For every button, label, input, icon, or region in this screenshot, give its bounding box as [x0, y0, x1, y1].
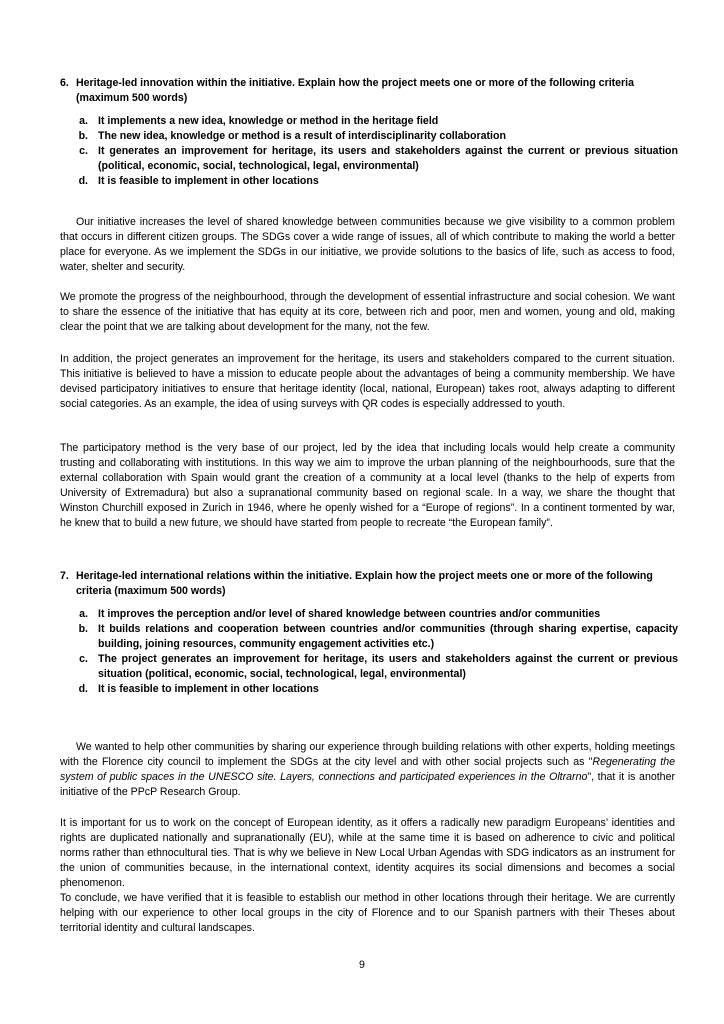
criteria-letter: c. — [79, 653, 88, 665]
section-6-heading-block — [60, 76, 678, 189]
criteria-item — [60, 144, 678, 174]
body-paragraph: To conclude, we have verified that it is feasible to establish our method in other locations through their heritage. We are currently helping with our experience to other local groups in the city of Florence and to our Spanish partners with their Theses about territorial identity and cultural landscapes. — [60, 892, 675, 934]
criteria-item — [60, 622, 678, 652]
body-paragraph: The participatory method is the very base of our project, led by the idea that including locals would help create a community trusting and collaborating with institutions. In this way we aim to improve the urban planning of the neighbourhoods, sure that the external collaboration with Spain would grant the creation of a community at a local level (thanks to the help of experts from University of Extremadura) but also a supranational community based on regional scale. In a way, we share the thought that Winston Churchill exposed in Zurich in 1946, where he openly wished for a “Europe of regions”. In a continent tormented by war, he knew that to build a new future, we should have started from people to recreate “the European family”. — [60, 442, 675, 529]
section-title-text: Heritage-led international relations within the initiative. Explain how the project meets one or more of the following criteria (maximum 500 words) — [76, 570, 653, 597]
criteria-item — [60, 607, 678, 622]
body-paragraph — [60, 740, 675, 800]
section-number: 6. — [60, 77, 69, 89]
criteria-item — [60, 652, 678, 682]
criteria-item — [60, 114, 678, 129]
section-number: 7. — [60, 570, 69, 582]
paragraph-text: ", that it is another initiative of the PPcP Research Group. — [60, 771, 675, 798]
criteria-item — [60, 174, 678, 189]
criteria-letter: b. — [78, 130, 88, 142]
body-paragraph: In addition, the project generates an improvement for the heritage, its users and stakeholders compared to the current situation. This initiative is believed to have a mission to educate people about the advantages of being a community membership. We have devised participatory initiatives to ensure that heritage identity (local, national, European) takes root, always adapting to different social categories. As an example, the idea of using surveys with QR codes is especially addressed to youth. — [60, 353, 675, 410]
criteria-letter: b. — [78, 623, 88, 635]
criteria-letter: a. — [79, 115, 88, 127]
criteria-text: It is feasible to implement in other locations — [98, 175, 319, 187]
project-title-italic: Regenerating the system of public spaces in the UNESCO site. Layers, connections and participated experiences in the Oltrarno — [60, 756, 675, 783]
criteria-list — [60, 607, 678, 697]
criteria-text: The project generates an improvement for heritage, its users and stakeholders against the current or previous situation (political, economic, social, technological, legal, environmental) — [98, 653, 678, 680]
body-paragraph: It is important for us to work on the concept of European identity, as it offers a radically new paradigm Europeans’ identities and rights are duplicated nationally and supranationally (EU), while at the same time it is based on adherence to civic and political norms rather than ethnocultural ties. That is why we believe in New Local Urban Agendas with SDG indicators as an instrument for the union of communities because, in the international context, identity acquires its social dimensions and becomes a social phenomenon. — [60, 817, 675, 889]
page-number: 9 — [359, 959, 365, 971]
criteria-text: It generates an improvement for heritage, its users and stakeholders against the current or previous situation (political, economic, social, technological, legal, environmental) — [98, 145, 678, 172]
criteria-text: It builds relations and cooperation between countries and/or communities (through sharing expertise, capacity building, joining resources, community engagement activities etc.) — [98, 623, 678, 650]
criteria-list — [60, 114, 678, 189]
section-title-text: Heritage-led innovation within the initiative. Explain how the project meets one or more of the following criteria (maximum 500 words) — [76, 77, 635, 104]
criteria-item — [60, 129, 678, 144]
section-7-heading-block — [60, 569, 678, 697]
section-6-title — [60, 76, 678, 106]
criteria-letter: c. — [79, 145, 88, 157]
criteria-letter: a. — [79, 608, 88, 620]
criteria-letter: d. — [78, 683, 88, 695]
criteria-item — [60, 682, 678, 697]
criteria-text: It implements a new idea, knowledge or method in the heritage field — [98, 115, 439, 127]
body-paragraph: We promote the progress of the neighbourhood, through the development of essential infrastructure and social cohesion. We want to share the essence of the initiative that has equity at its core, between rich and poor, men and women, young and old, making clear the point that we are talking about development for the many, not the few. — [60, 291, 675, 333]
body-paragraph: Our initiative increases the level of shared knowledge between communities because we give visibility to a common problem that occurs in different citizen groups. The SDGs cover a wide range of issues, all of which contribute to making the world a better place for everyone. As we implement the SDGs in our initiative, we provide solutions to the basics of life, such as access to food, water, shelter and security. — [60, 216, 675, 273]
criteria-text: It is feasible to implement in other locations — [98, 683, 319, 695]
paragraph-text: We wanted to help other communities by sharing our experience through building relations with other experts, holding meetings with the Florence city council to implement the SDGs at the city level and with other social projects such as " — [60, 741, 675, 768]
section-7-title — [60, 569, 678, 599]
criteria-text: It improves the perception and/or level of shared knowledge between countries and/or communities — [98, 608, 601, 620]
criteria-text: The new idea, knowledge or method is a result of interdisciplinarity collaboration — [98, 130, 506, 142]
criteria-letter: d. — [78, 175, 88, 187]
